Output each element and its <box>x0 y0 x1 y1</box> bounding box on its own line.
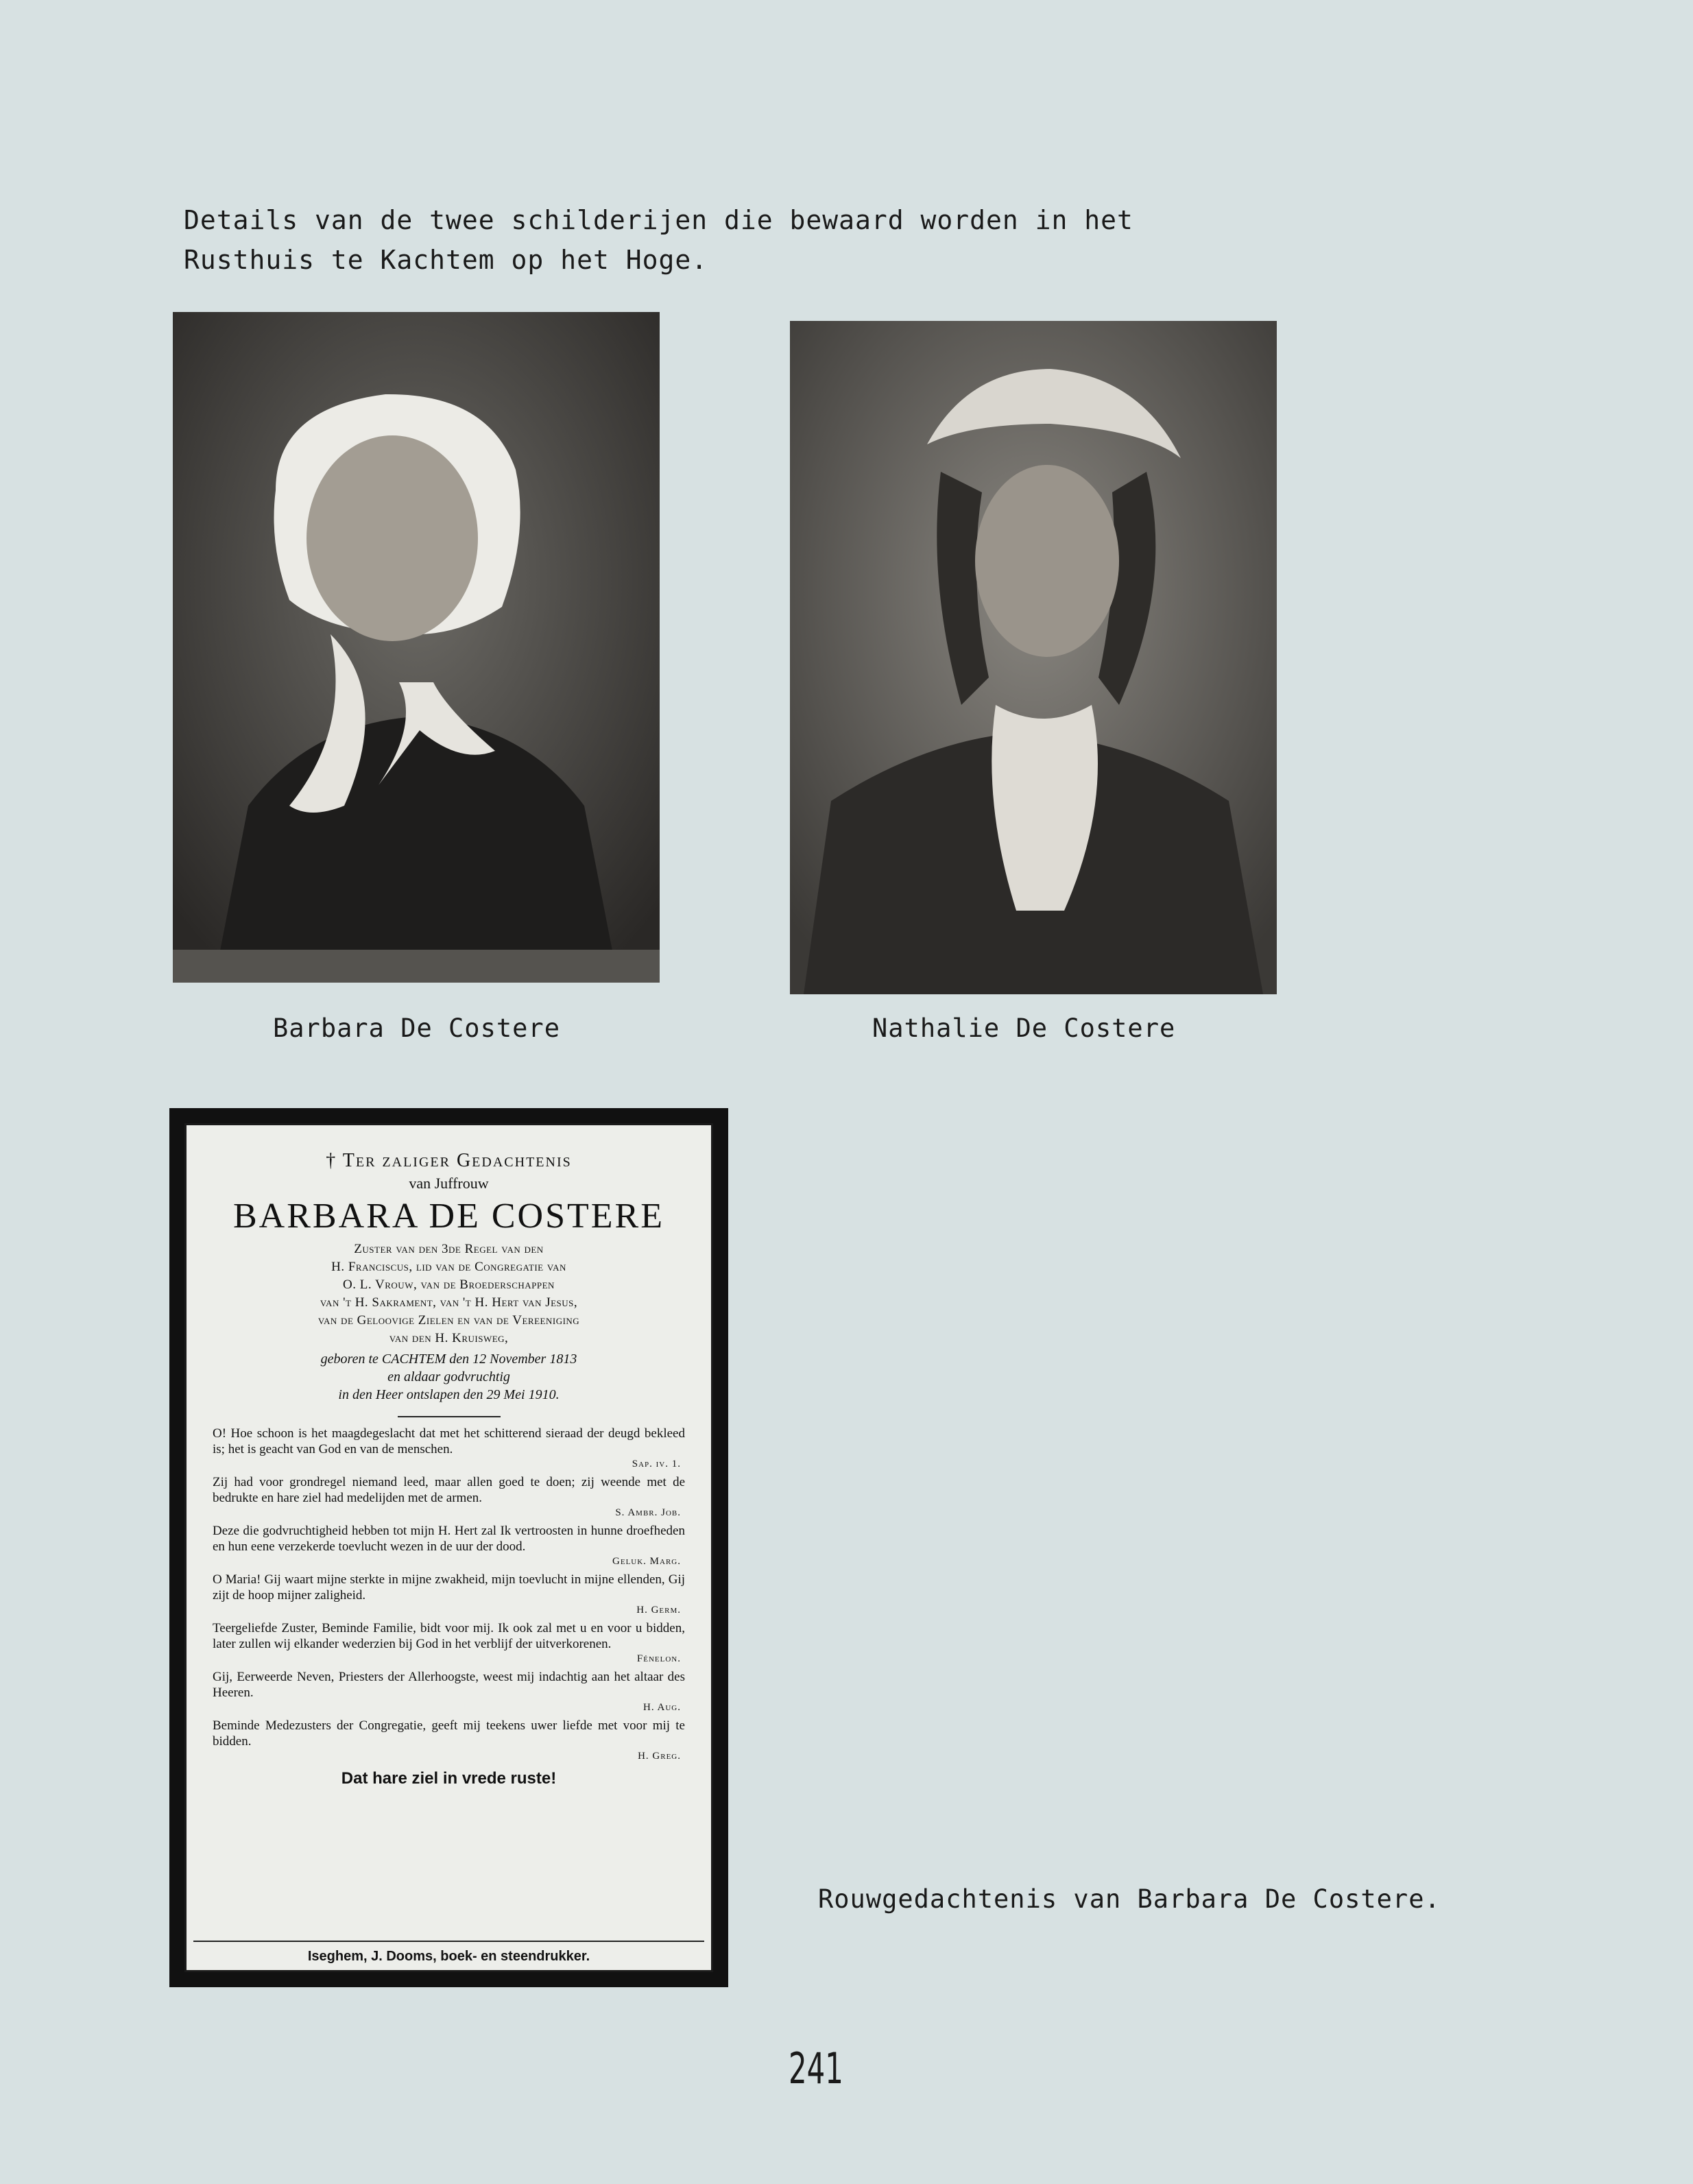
card-passage-source: Sap. iv. 1. <box>632 1459 681 1469</box>
memorial-card <box>169 1108 728 1987</box>
card-passage-source: H. Germ. <box>636 1605 681 1616</box>
page-number: 241 <box>789 2043 843 2093</box>
card-birth-line: in den Heer ontslapen den 29 Mei 1910. <box>338 1387 560 1402</box>
caption-memorial-card: Rouwgedachtenis van Barbara De Costere. <box>818 1884 1441 1914</box>
card-passage: Deze die godvruchtigheid hebben tot mijn H. Hert zal Ik vertroosten in hunne droefheden en hun eene verzekerde toevlucht wezen in de uur der dood. <box>213 1524 685 1554</box>
card-printer: Iseghem, J. Dooms, boek- en steendrukker. <box>193 1941 704 1965</box>
card-passage: O Maria! Gij waart mijne sterkte in mijne zwakheid, mijn toevlucht in mijne ellenden, Gij zijt de hoop mijner zaligheid. <box>213 1572 685 1603</box>
portrait-barbara <box>173 312 660 983</box>
card-title: † Ter zaliger Gedachtenis <box>326 1150 572 1171</box>
card-birth-line: geboren te CACHTEM den 12 November 1813 <box>320 1352 577 1367</box>
card-divider <box>398 1416 501 1417</box>
card-passage-source: Fénelon. <box>636 1653 681 1664</box>
card-birth-line: en aldaar godvruchtig <box>387 1369 510 1384</box>
card-desc-line: H. Franciscus, lid van de Congregatie van <box>331 1260 566 1274</box>
card-passage-source: Geluk. Marg. <box>612 1556 681 1567</box>
card-passage: Zij had voor grondregel niemand leed, maar allen goed te doen; zij weende met de bedrukte en hare ziel had medelijden met de armen. <box>213 1475 685 1505</box>
card-desc-line: O. L. Vrouw, van de Broederschappen <box>343 1277 555 1292</box>
memorial-card-body <box>213 1140 685 1788</box>
card-passage-source: S. Ambr. Job. <box>615 1507 681 1518</box>
card-passage: Gij, Eerweerde Neven, Priesters der Allerhoogste, weest mij indachtig aan het altaar des Heeren. <box>213 1670 685 1700</box>
memorial-card-inner <box>184 1123 713 1972</box>
card-passage-source: H. Greg. <box>638 1751 681 1762</box>
card-passage: Teergeliefde Zuster, Beminde Familie, bidt voor mij. Ik ook zal met u en voor u bidden, later zullen wij elkander wederzien bij God in het verblijf der uitverkorenen. <box>213 1621 685 1651</box>
portrait-nathalie <box>790 321 1277 994</box>
card-passage: Beminde Medezusters der Congregatie, geeft mij teekens uwer liefde met voor mij te bidden. <box>213 1718 685 1749</box>
card-desc-line: van den H. Kruisweg, <box>389 1331 509 1345</box>
card-birth <box>213 1350 685 1404</box>
card-name: BARBARA DE COSTERE <box>233 1197 664 1236</box>
card-final-prayer: Dat hare ziel in vrede ruste! <box>341 1769 557 1788</box>
caption-nathalie: Nathalie De Costere <box>872 1013 1176 1043</box>
card-van: van Juffrouw <box>409 1175 489 1192</box>
card-passage-source: H. Aug. <box>643 1702 681 1713</box>
intro-line-1: Details van de twee schilderijen die bewaard worden in het <box>184 205 1133 235</box>
card-passage: O! Hoe schoon is het maagdegeslacht dat met het schitterend sieraad der deugd bekleed is; het is geacht van God en van de menschen. <box>213 1426 685 1456</box>
card-desc-line: Zuster van den 3de Regel van den <box>354 1242 544 1256</box>
card-desc-line: van 't H. Sakrament, van 't H. Hert van Jesus, <box>320 1295 578 1310</box>
card-description <box>213 1240 685 1347</box>
intro-line-2: Rusthuis te Kachtem op het Hoge. <box>184 245 708 275</box>
card-passages <box>213 1426 685 1762</box>
card-desc-line: van de Geloovige Zielen en van de Vereeniging <box>317 1313 580 1328</box>
caption-barbara: Barbara De Costere <box>273 1013 560 1043</box>
intro-text <box>184 200 1133 280</box>
